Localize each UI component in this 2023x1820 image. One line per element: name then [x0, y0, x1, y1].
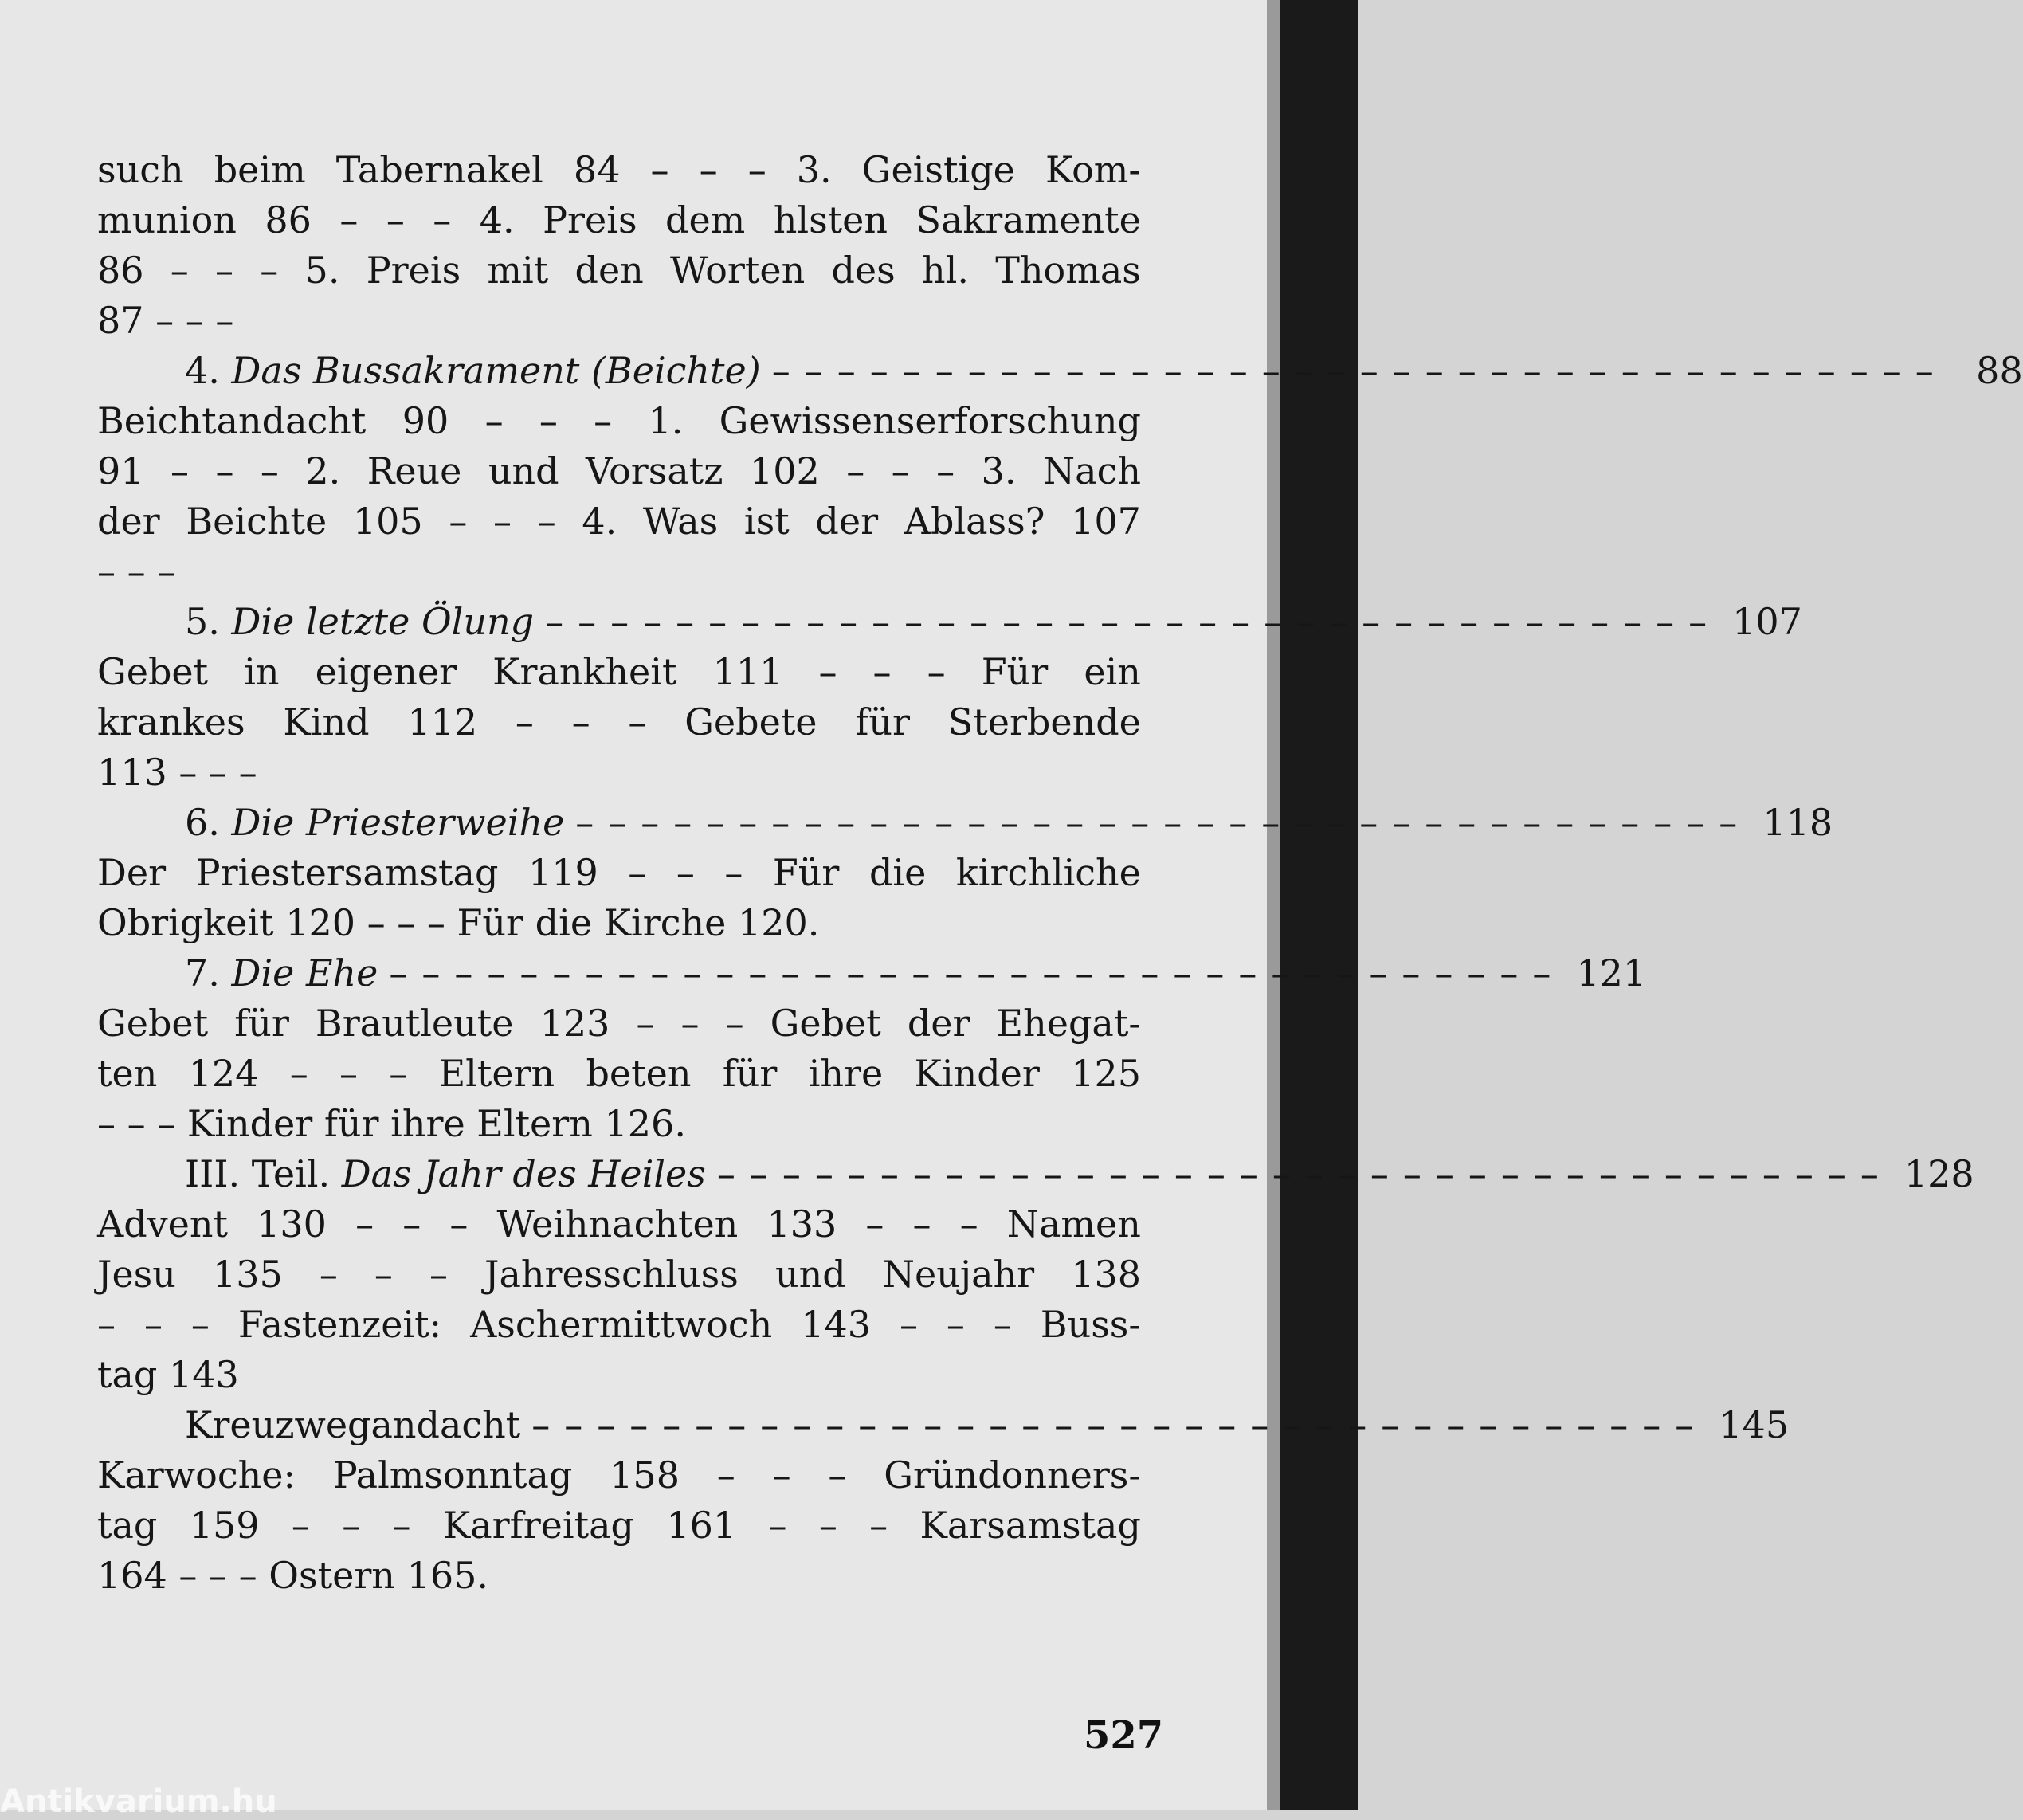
page-number: 527 [1084, 1713, 1164, 1758]
section-number: III. Teil. [185, 1152, 331, 1195]
toc-line: – – – Fastenzeit: Aschermittwoch 143 – – – Buss- [97, 1303, 1141, 1346]
section-title: Die Ehe [231, 951, 378, 994]
toc-line: munion 86 – – – 4. Preis dem hlsten Sakramente [97, 198, 1141, 241]
toc-line: krankes Kind 112 – – – Gebete für Sterbende [97, 700, 1141, 743]
toc-line: 113 – – – [97, 751, 257, 794]
toc-line: – – – Kinder für ihre Eltern 126. [97, 1102, 686, 1145]
toc-line: such beim Tabernakel 84 – – – 3. Geistige Kom- [97, 148, 1141, 191]
toc-line: 91 – – – 2. Reue und Vorsatz 102 – – – 3. Nach [97, 449, 1141, 492]
toc-section-heading [97, 798, 1833, 848]
toc-section-heading [97, 948, 1647, 998]
toc-line: tag 143 [97, 1353, 239, 1396]
section-title: Das Bussakrament (Beichte) [231, 349, 761, 392]
leader-dashes: –––––––––––––––––––––––––––––––––––– [545, 600, 1722, 643]
toc-section-heading [97, 346, 2023, 396]
toc-section-heading [97, 597, 1802, 647]
toc-line: 87 – – – [97, 299, 234, 342]
toc-line: Der Priestersamstag 119 – – – Für die kirchliche [97, 851, 1141, 894]
toc-line: Gebet für Brautleute 123 – – – Gebet der Ehegat- [97, 1002, 1141, 1045]
toc-line: – – – [97, 550, 176, 593]
section-title: Die letzte Ölung [231, 600, 535, 643]
section-number: 6. [185, 801, 220, 844]
leader-dashes: –––––––––––––––––––––––––––––––––––– [531, 1403, 1708, 1446]
toc-section-heading [97, 1400, 1790, 1450]
section-page-number: 118 [1762, 801, 1833, 844]
watermark: Antikvarium.hu [0, 1783, 277, 1820]
leader-dashes: –––––––––––––––––––––––––––––––––––– [771, 349, 1948, 392]
toc-line: Gebet in eigener Krankheit 111 – – – Für ein [97, 650, 1141, 693]
toc-line: Karwoche: Palmsonntag 158 – – – Gründonners- [97, 1453, 1141, 1496]
section-page-number: 88 [1976, 349, 2023, 392]
section-page-number: 121 [1576, 951, 1647, 994]
toc-line: der Beichte 105 – – – 4. Was ist der Ablass? 107 [97, 500, 1141, 543]
toc-line: Beichtandacht 90 – – – 1. Gewissenserforschung [97, 399, 1141, 442]
book-spine [1280, 0, 1358, 1810]
section-title: Die Priesterweihe [231, 801, 565, 844]
toc-line: 86 – – – 5. Preis mit den Worten des hl. Thomas [97, 249, 1141, 292]
section-title: Das Jahr des Heiles [341, 1152, 706, 1195]
toc-line: Jesu 135 – – – Jahresschluss und Neujahr 138 [97, 1253, 1141, 1296]
section-number: 5. [185, 600, 220, 643]
section-page-number: 145 [1719, 1403, 1790, 1446]
toc-line: tag 159 – – – Karfreitag 161 – – – Karsamstag [97, 1504, 1141, 1547]
section-title: Kreuzwegandacht [185, 1403, 521, 1446]
section-number: 4. [185, 349, 220, 392]
toc-line: 164 – – – Ostern 165. [97, 1554, 488, 1597]
toc-section-heading [97, 1149, 1974, 1199]
toc-line: ten 124 – – – Eltern beten für ihre Kinder 125 [97, 1052, 1141, 1095]
toc-line: Obrigkeit 120 – – – Für die Kirche 120. [97, 901, 820, 944]
table-of-contents [97, 145, 2023, 1601]
leader-dashes: –––––––––––––––––––––––––––––––––––– [575, 801, 1752, 844]
section-number: 7. [185, 951, 220, 994]
leader-dashes: –––––––––––––––––––––––––––––––––––– [389, 951, 1566, 994]
section-page-number: 107 [1732, 600, 1802, 643]
toc-line: Advent 130 – – – Weihnachten 133 – – – Namen [97, 1202, 1141, 1245]
section-page-number: 128 [1903, 1152, 1974, 1195]
leader-dashes: –––––––––––––––––––––––––––––––––––– [716, 1152, 1893, 1195]
